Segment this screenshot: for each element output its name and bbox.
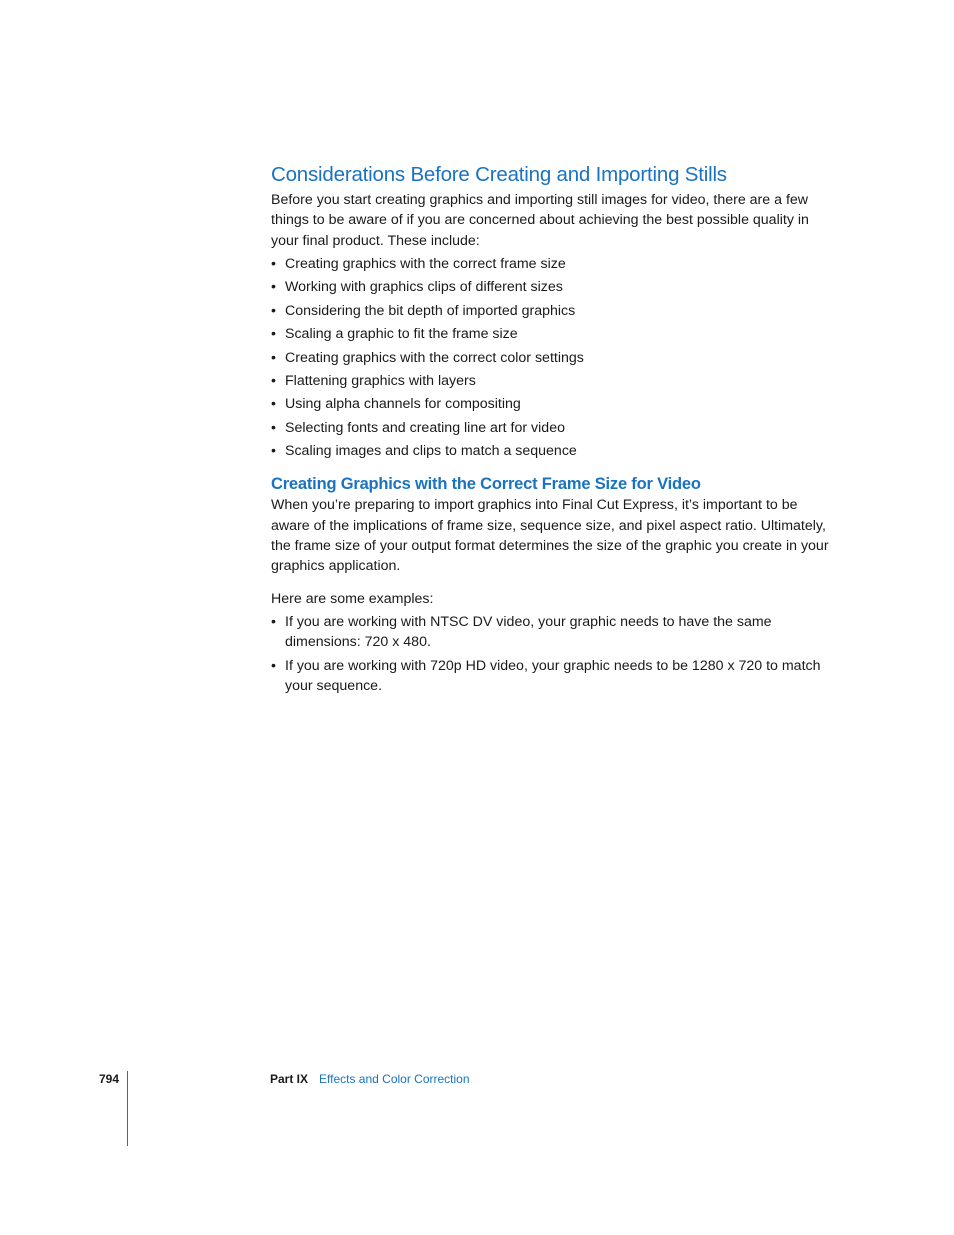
list-item: • Selecting fonts and creating line art for video bbox=[271, 418, 831, 438]
list-item: • Scaling images and clips to match a sequence bbox=[271, 441, 831, 461]
list-item: • Using alpha channels for compositing bbox=[271, 394, 831, 414]
subsection-heading: Creating Graphics with the Correct Frame Size for Video bbox=[271, 475, 701, 494]
list-item: • Scaling a graphic to fit the frame size bbox=[271, 324, 831, 344]
page-number: 794 bbox=[99, 1072, 120, 1086]
examples-list bbox=[271, 612, 831, 696]
considerations-list bbox=[271, 254, 831, 461]
intro-paragraph: Before you start creating graphics and importing still images for video, there are a few things to be aware of if you are concerned about achieving the best possible quality in your final product. These include: bbox=[271, 192, 809, 249]
part-label: Part IX bbox=[270, 1072, 309, 1086]
examples-intro: Here are some examples: bbox=[271, 590, 434, 607]
frame-size-paragraph: When you’re preparing to import graphics into Final Cut Express, it’s important to be aware of the implications of frame size, sequence size, and pixel aspect ratio. Ultimately, the frame size of your output format determines the size of the graphic you create in your graphics application. bbox=[271, 497, 829, 575]
section-heading: Considerations Before Creating and Importing Stills bbox=[271, 163, 727, 186]
list-item: • Considering the bit depth of imported graphics bbox=[271, 301, 831, 321]
footer-divider bbox=[127, 1071, 128, 1146]
part-title-link[interactable]: Effects and Color Correction bbox=[319, 1072, 470, 1086]
list-item: • Creating graphics with the correct color settings bbox=[271, 348, 831, 368]
list-item: • Working with graphics clips of different sizes bbox=[271, 277, 831, 297]
list-item: • If you are working with 720p HD video, your graphic needs to be 1280 x 720 to match your sequence. bbox=[271, 656, 831, 697]
list-item: • Flattening graphics with layers bbox=[271, 371, 831, 391]
list-item: • Creating graphics with the correct frame size bbox=[271, 254, 831, 274]
page-content bbox=[271, 160, 831, 696]
list-item: • If you are working with NTSC DV video, your graphic needs to have the same dimensions: 720 x 480. bbox=[271, 612, 831, 653]
